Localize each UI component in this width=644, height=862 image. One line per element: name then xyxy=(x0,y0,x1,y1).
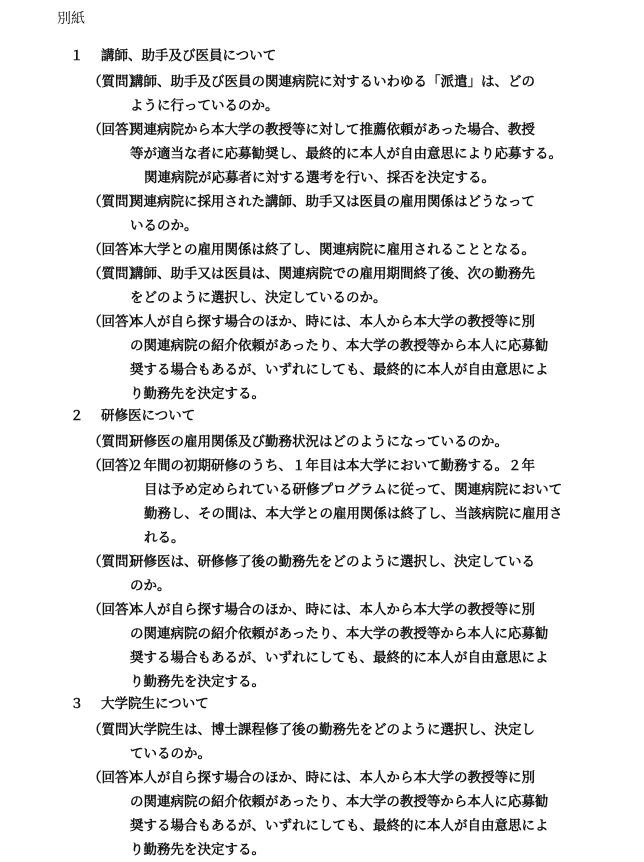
document-body xyxy=(0,46,644,862)
qa-tag: （回答） xyxy=(88,314,142,330)
qa-line: の関連病院の紹介依頼があったり、本大学の教授等から本人に応募勧 xyxy=(130,794,549,810)
qa-line: 本人が自ら探す場合のほか、時には、本人から本大学の教授等に別 xyxy=(130,770,535,786)
answer-item xyxy=(88,238,623,262)
qa-tag: （回答） xyxy=(88,458,142,474)
qa-line: 大学院生は、博士課程修了後の勤務先をどのように選択し、決定し xyxy=(130,722,535,738)
qa-line: り勤務先を決定する。 xyxy=(130,842,265,858)
qa-line: 勤務し、その間は、本大学との雇用関係は終了し、当該病院に雇用さ xyxy=(144,506,563,522)
qa-line: のか。 xyxy=(130,578,171,594)
qa-line: 奨する場合もあるが、いずれにしても、最終的に本人が自由意思によ xyxy=(130,650,549,666)
qa-line: 研修医の雇用関係及び勤務状況はどのようになっているのか。 xyxy=(130,434,508,450)
qa-line: 関連病院から本大学の教授等に対して推薦依頼があった場合、教授 xyxy=(130,122,535,138)
question-item xyxy=(88,718,623,766)
qa-line: ２年間の初期研修のうち、１年目は本大学において勤務する。２年 xyxy=(130,458,535,474)
qa-tag: （回答） xyxy=(88,770,142,786)
qa-tag: （回答） xyxy=(88,122,142,138)
qa-line: 講師、助手又は医員は、関連病院での雇用期間終了後、次の勤務先 xyxy=(130,266,535,282)
question-item xyxy=(88,550,623,598)
qa-line: 関連病院に採用された講師、助手又は医員の雇用関係はどうなって xyxy=(130,194,535,210)
qa-line: いるのか。 xyxy=(130,218,198,234)
qa-tag: （質問） xyxy=(88,194,142,210)
answer-item xyxy=(88,598,623,694)
qa-tag: （質問） xyxy=(88,434,142,450)
answer-item xyxy=(88,766,623,862)
section-heading xyxy=(0,406,644,426)
qa-line: り勤務先を決定する。 xyxy=(130,386,265,402)
qa-line: の関連病院の紹介依頼があったり、本大学の教授等から本人に応募勧 xyxy=(130,338,549,354)
section-number: ３ xyxy=(70,696,84,712)
qa-line: り勤務先を決定する。 xyxy=(130,674,265,690)
qa-line: 目は予め定められている研修プログラムに従って、関連病院において xyxy=(144,482,563,498)
qa-tag: （回答） xyxy=(88,242,142,258)
answer-item xyxy=(88,454,623,550)
qa-line: 関連病院が応募者に対する選考を行い、採否を決定する。 xyxy=(144,170,495,186)
section xyxy=(0,46,644,406)
section-number: ２ xyxy=(70,408,84,424)
qa-line: ように行っているのか。 xyxy=(130,98,279,114)
qa-line: 本人が自ら探す場合のほか、時には、本人から本大学の教授等に別 xyxy=(130,602,535,618)
attachment-label: 別紙 xyxy=(57,11,85,27)
section-title: 大学院生について xyxy=(101,696,209,712)
qa-line: 等が適当な者に応募勧奨し、最終的に本人が自由意思により応募する。 xyxy=(130,146,562,162)
qa-tag: （質問） xyxy=(88,266,142,282)
qa-line: 講師、助手及び医員の関連病院に対するいわゆる「派遣」は、どの xyxy=(130,74,535,90)
section-title: 研修医について xyxy=(101,408,196,424)
section-heading xyxy=(0,46,644,66)
section xyxy=(0,694,644,862)
qa-line: 奨する場合もあるが、いずれにしても、最終的に本人が自由意思によ xyxy=(130,818,549,834)
qa-tag: （回答） xyxy=(88,602,142,618)
question-item xyxy=(88,70,623,118)
qa-line: 本人が自ら探す場合のほか、時には、本人から本大学の教授等に別 xyxy=(130,314,535,330)
qa-line: の関連病院の紹介依頼があったり、本大学の教授等から本人に応募勧 xyxy=(130,626,549,642)
answer-item xyxy=(88,118,623,190)
qa-line: 本大学との雇用関係は終了し、関連病院に雇用されることとなる。 xyxy=(130,242,535,258)
qa-line: 奨する場合もあるが、いずれにしても、最終的に本人が自由意思によ xyxy=(130,362,549,378)
qa-tag: （質問） xyxy=(88,722,142,738)
qa-tag: （質問） xyxy=(88,74,142,90)
question-item xyxy=(88,190,623,238)
question-item xyxy=(88,430,623,454)
qa-tag: （質問） xyxy=(88,554,142,570)
qa-line: ているのか。 xyxy=(130,746,211,762)
section-heading xyxy=(0,694,644,714)
section-title: 講師、助手及び医員について xyxy=(101,48,277,64)
qa-line: 研修医は、研修修了後の勤務先をどのように選択し、決定している xyxy=(130,554,535,570)
question-item xyxy=(88,262,623,310)
qa-line: をどのように選択し、決定しているのか。 xyxy=(130,290,387,306)
section-number: １ xyxy=(70,48,84,64)
section xyxy=(0,406,644,694)
qa-line: れる。 xyxy=(144,530,185,546)
answer-item xyxy=(88,310,623,406)
